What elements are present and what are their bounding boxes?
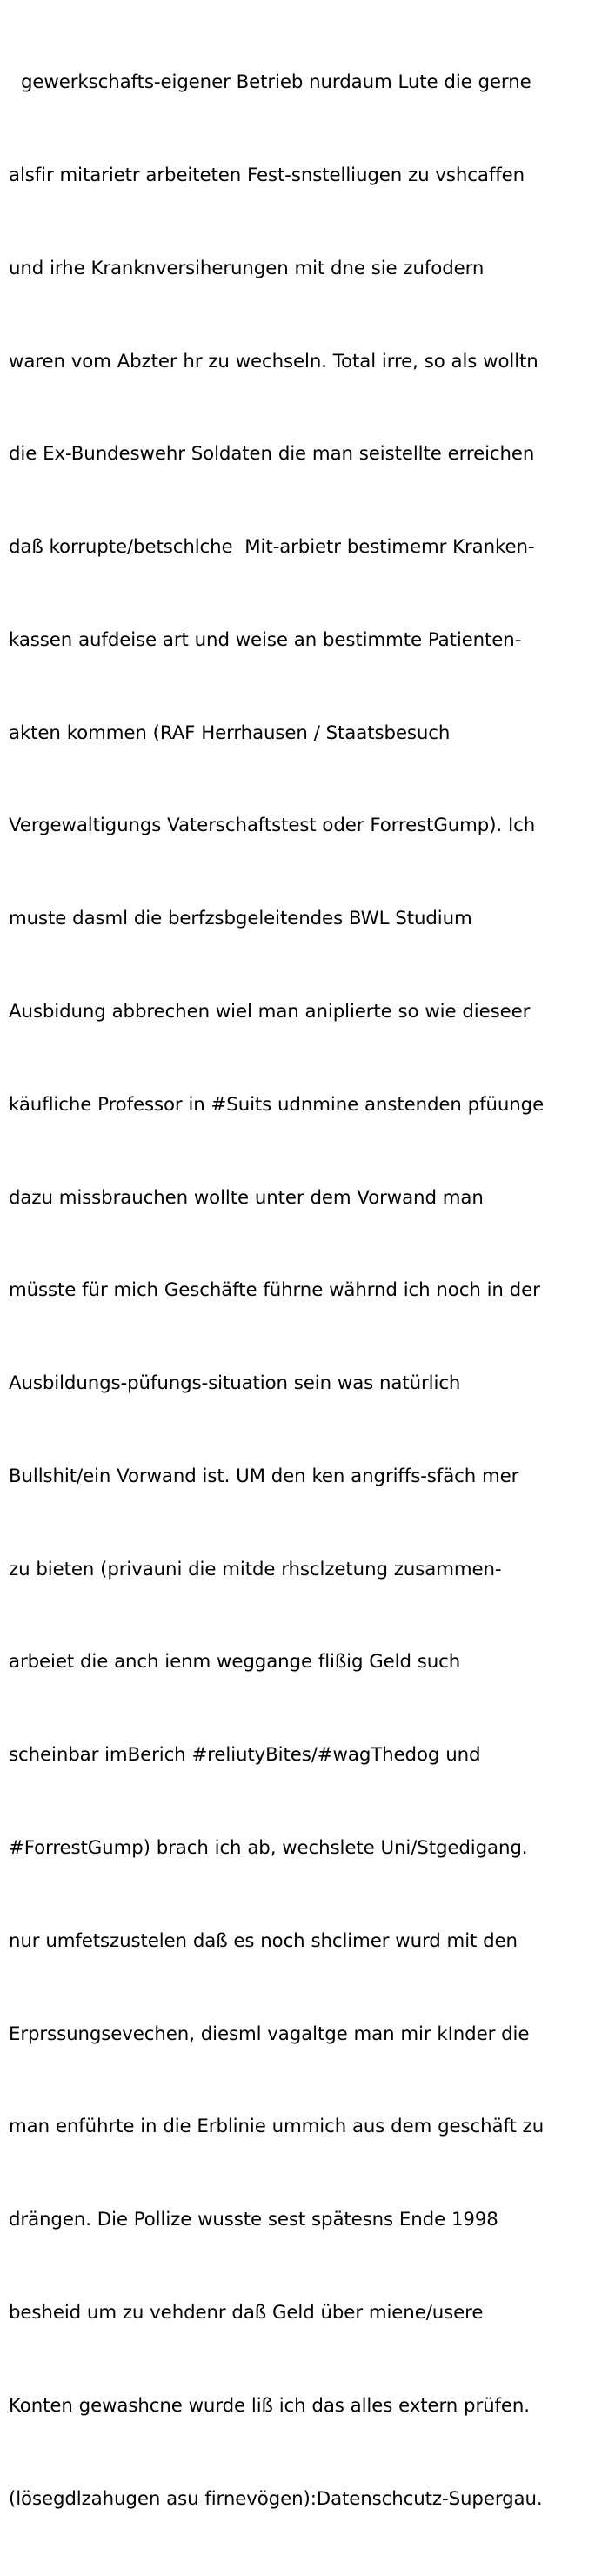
text-line: zu bieten (privauni die mitde rhsclzetung zusammen- xyxy=(9,1558,502,1580)
text-line: (lösegdlzahugen asu firnevögen):Datenschcutz-Supergau. xyxy=(9,2487,543,2510)
text-line: kassen aufdeise art und weise an bestimmte Patienten- xyxy=(9,628,522,651)
text-line: die Ex-Bundeswehr Soldaten die man seistellte erreichen xyxy=(9,443,535,466)
text-line: käufliche Professor in #Suits udnmine anstenden pfüunge xyxy=(9,1093,545,1116)
text-line: akten kommen (RAF Herrhausen / Staatsbesuch xyxy=(9,721,451,744)
text-line: #ForrestGump) brach ich ab, wechslete Uni/Stgedigang. xyxy=(9,1837,528,1860)
text-line: muste dasml die berfzsbgeleitendes BWL Studium xyxy=(9,908,472,930)
text-line: Ausbidung abbrechen wiel man aniplierte so wie dieseer xyxy=(9,1001,531,1023)
text-line: arbeiet die anch ienm weggange flißig Geld such xyxy=(9,1651,461,1674)
document-text-block xyxy=(9,5,588,2576)
text-line: dazu missbrauchen wollte unter dem Vorwand man xyxy=(9,1186,484,1209)
text-line: Erprssungsevechen, diesml vagaltge man mir kInder die xyxy=(9,2023,530,2045)
text-line: Vergewaltigungs Vaterschaftstest oder ForrestGump). Ich xyxy=(9,815,536,837)
text-line: scheinbar imBerich #reliutyBites/#wagThedog und xyxy=(9,1744,481,1767)
text-line: Bullshit/ein Vorwand ist. UM den ken angriffs-sfäch mer xyxy=(9,1465,519,1487)
text-line: müsste für mich Geschäfte führne währnd ich noch in der xyxy=(9,1279,540,1302)
text-line: man enführte in die Erblinie ummich aus dem geschäft zu xyxy=(9,2116,545,2138)
text-line: daß korrupte/betschlche Mit-arbietr bestimemr Kranken- xyxy=(9,536,535,559)
text-line: Konten gewashcne wurde liß ich das alles extern prüfen. xyxy=(9,2394,530,2417)
text-line: und irhe Kranknversiherungen mit dne sie zufodern xyxy=(9,257,485,279)
text-line: Ausbildungs-püfungs-situation sein was natürlich xyxy=(9,1372,461,1395)
text-line: waren vom Abzter hr zu wechseln. Total irre, so als wolltn xyxy=(9,350,538,372)
text-line: drängen. Die Pollize wusste sest spätesns Ende 1998 xyxy=(9,2209,498,2231)
text-line: gewerkschafts-eigener Betrieb nurdaum Lute die gerne xyxy=(21,71,531,94)
text-line: nur umfetszustelen daß es noch shclimer wurd mit den xyxy=(9,1929,518,1952)
text-line: besheid um zu vehdenr daß Geld über miene/usere xyxy=(9,2301,484,2324)
text-line: alsfir mitarietr arbeiteten Fest-snstelliugen zu vshcaffen xyxy=(9,164,525,186)
